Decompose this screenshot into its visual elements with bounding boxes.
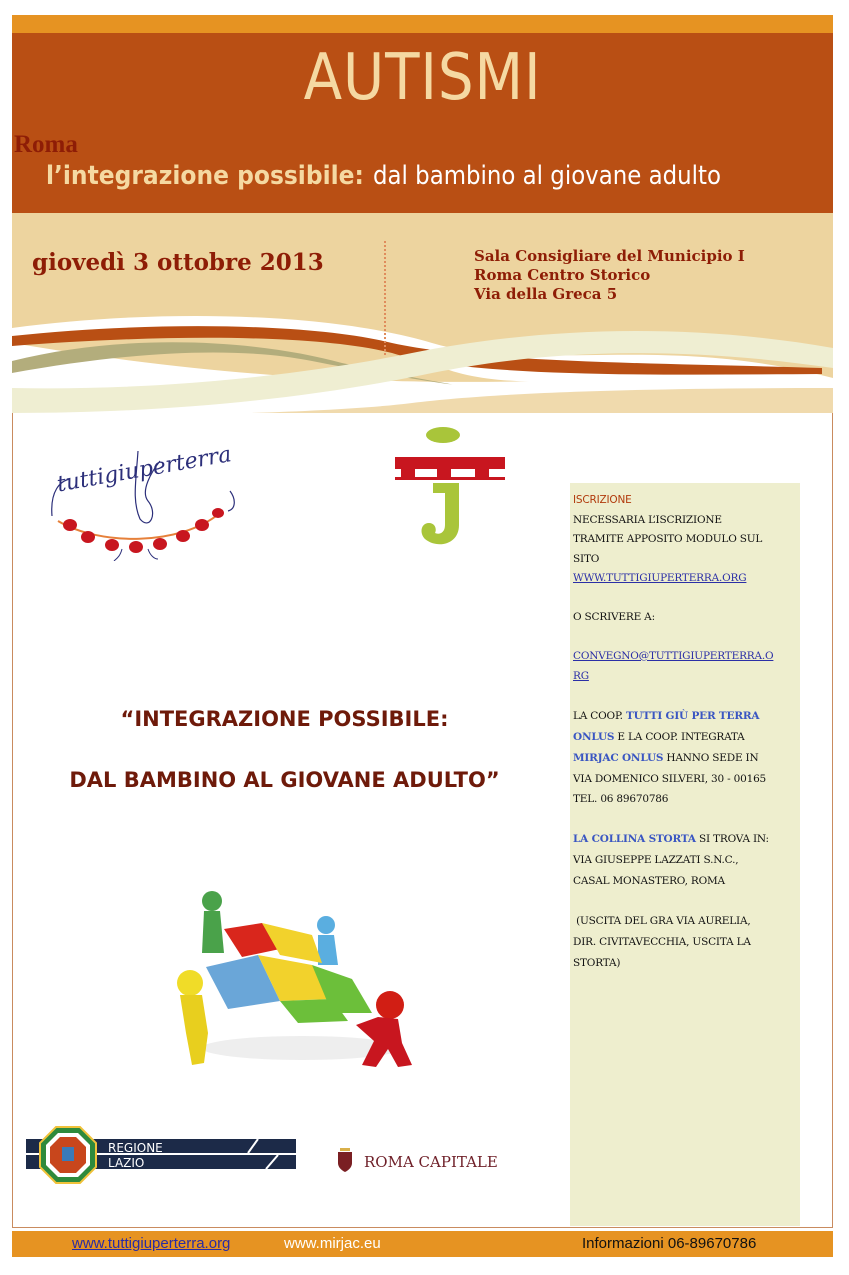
regione-lazio-text-1: REGIONE [108,1141,163,1155]
footer-link-mirjac[interactable]: www.mirjac.eu [284,1235,381,1252]
subtitle-rest: dal bambino al giovane adulto [373,161,722,191]
coop-info [573,706,798,790]
website-link[interactable]: WWW.TUTTIGIUPERTERRA.ORG [573,572,747,584]
coop-name-1: TUTTI GIÙ PER TERRA [625,709,760,722]
registration-sidebar [570,483,800,1226]
collina-info [573,829,798,975]
event-date: giovedì 3 ottobre 2013 [32,249,324,276]
coop-phone: TEL. 06 89670786 [573,792,669,805]
roma-capitale-text: ROMA CAPITALE [364,1153,498,1171]
collina-address: VIA GIUSEPPE LAZZATI S.N.C., [573,853,739,866]
email-link[interactable] [573,647,798,686]
registration-text: NECESSARIA L’ISCRIZIONE [573,513,722,526]
divider-dotted [384,241,386,355]
coop-name-1b: ONLUS [573,730,615,743]
email-link-line[interactable]: RG [573,669,589,682]
collina-text: SI TROVA IN: [695,832,769,845]
email-link-line[interactable]: CONVEGNO@TUTTIGIUPERTERRA.O [573,650,774,662]
top-accent-strip [12,15,833,33]
subtitle-highlight: l’integrazione possibile: [46,161,364,191]
exit-directions: STORTA) [573,957,621,969]
event-venue [474,247,745,304]
coop-text: E LA COOP. INTEGRATA [614,730,745,743]
footer-info-phone: Informazioni 06-89670786 [582,1235,757,1252]
coop-text: LA COOP. [573,709,626,722]
coop-text: HANNO SEDE IN [663,751,759,764]
mirjac-logo [395,427,507,549]
collina-address: CASAL MONASTERO, ROMA [573,874,725,887]
or-write-label: O SCRIVERE A: [573,611,655,623]
regione-lazio-logo [26,1125,296,1187]
coop-address: VIA DOMENICO SILVERI, 30 - 00165 [573,772,767,785]
roma-capitale-logo [334,1145,524,1175]
registration-text: TRAMITE APPOSITO MODULO SUL [573,533,763,545]
page-title: AUTISMI [303,41,542,115]
header-banner [12,33,833,213]
subtitle [46,161,769,191]
venue-line: Via della Greca 5 [474,285,618,303]
venue-line: Sala Consigliare del Municipio I [474,247,745,265]
puzzle-people-illustration [162,883,422,1073]
exit-directions: (USCITA DEL GRA VIA AURELIA, [573,915,751,927]
regione-lazio-text-2: LAZIO [108,1156,145,1170]
quote-line-1: “INTEGRAZIONE POSSIBILE: [120,707,449,731]
exit-directions: DIR. CIVITAVECCHIA, USCITA LA [573,936,751,948]
footer-bar [12,1231,833,1257]
tuttigiuperterra-logo [40,421,240,561]
registration-text: SITO [573,552,600,565]
mirjac-logo-text: mj [451,427,453,428]
quote-line-2: DAL BAMBINO AL GIOVANE ADULTO” [69,768,500,792]
registration-heading: ISCRIZIONE [573,494,632,506]
wave-band-decoration [12,213,833,413]
flyer-page [12,15,833,1256]
city-label: Roma [14,131,78,158]
venue-line: Roma Centro Storico [474,266,651,284]
collina-name: LA COLLINA STORTA [573,832,696,845]
tuttigiuperterra-logo-text: tuttigiuperterra [55,442,234,498]
footer-link-tuttigiuperterra[interactable]: www.tuttigiuperterra.org [72,1235,231,1252]
coop-name-2: MIRJAC ONLUS [573,751,664,764]
